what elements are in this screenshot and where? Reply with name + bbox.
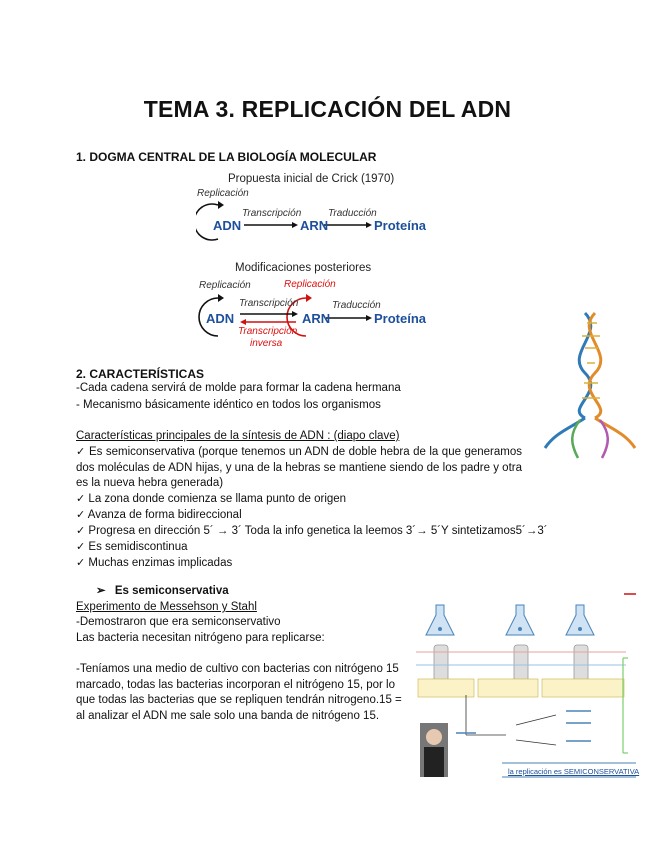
check-icon: ✓ <box>76 524 86 537</box>
crick-arn: ARN <box>300 218 329 233</box>
mods-transcripcion-label: Transcripción <box>239 298 299 309</box>
bullet-text: Es semiconservativa (porque tenemos un ADN de doble hebra de la que generamos dos moléculas de ADN hijas, y una de la hebras se mantiene siendo de los padre y otra es la nueva hebra generada) <box>76 446 523 489</box>
page-title: TEMA 3. REPLICACIÓN DEL ADN <box>143 96 512 122</box>
arrow-bullet-icon: ➢ <box>96 585 106 597</box>
figure-caption: la replicación es SEMICONSERVATIVA <box>508 767 640 776</box>
section-1-heading: 1. DOGMA CENTRAL DE LA BIOLOGÍA MOLECULAR <box>76 150 377 164</box>
section-2-heading: 2. CARACTERÍSTICAS <box>76 367 205 381</box>
mods-traduccion-label: Traducción <box>332 300 381 311</box>
semiconservativa-heading-text: Es semiconservativa <box>114 585 229 597</box>
crick-traduccion-label: Traducción <box>328 208 377 219</box>
bullet-direccion <box>76 523 548 539</box>
mods-caption: Modificaciones posteriores <box>235 262 372 274</box>
mods-adn: ADN <box>206 311 235 326</box>
bullet-semiconservativa <box>76 444 522 492</box>
crick-proteina: Proteína <box>374 218 427 233</box>
bullet-bidireccional <box>76 507 242 523</box>
check-icon: ✓ <box>76 508 86 521</box>
semiconservativa-heading <box>96 584 229 599</box>
characteristics-line-2: - Mecanismo básicamente idéntico en todos los organismos <box>76 399 381 411</box>
bullet-text: Es semidiscontinua <box>88 541 188 553</box>
bullet-semidiscontinua <box>76 539 188 555</box>
experiment-title: Experimento de Messehson y Stahl <box>76 601 257 613</box>
check-icon: ✓ <box>76 492 86 505</box>
crick-transcripcion-label: Transcripción <box>242 208 302 219</box>
bullet-enzimas <box>76 555 232 571</box>
synthesis-subheading: Características principales de la síntesis de ADN : (diapo clave) <box>76 430 400 442</box>
dna-replication-fork-image <box>540 308 640 468</box>
experiment-line-2: Las bacteria necesitan nitrógeno para replicarse: <box>76 632 325 644</box>
mods-inversa-label: inversa <box>250 338 283 349</box>
crick-caption: Propuesta inicial de Crick (1970) <box>228 173 395 185</box>
mods-proteina: Proteína <box>374 311 427 326</box>
meselson-stahl-figure <box>416 585 642 781</box>
mods-replicacion-right-label: Replicación <box>284 279 336 290</box>
experiment-paragraph: -Teníamos una medio de cultivo con bacterias con nitrógeno 15 marcado, todas las bacterias incorporan el nitrógeno 15, por lo que todas las bacterias que se repliquen tendrán nitrogeno.15 = al analizar el ADN me sale solo una banda de nitrógeno 15. <box>76 663 402 722</box>
crick-replicacion-label: Replicación <box>197 188 249 199</box>
characteristics-line-1: -Cada cadena servirá de molde para formar la cadena hermana <box>76 382 401 394</box>
mods-replicacion-left-label: Replicación <box>199 280 251 291</box>
bullet-text: Muchas enzimas implicadas <box>88 557 233 569</box>
bullet-text: Avanza de forma bidireccional <box>87 509 242 521</box>
bullet-text: La zona donde comienza se llama punto de origen <box>88 493 347 505</box>
experiment-line-1: -Demostraron que era semiconservativo <box>76 616 281 628</box>
bullet-text: Progresa en dirección 5´ → 3´ Toda la info genetica la leemos 3´→ 5´Y sintetizamos5´→3´ <box>88 525 548 537</box>
check-icon: ✓ <box>76 556 86 569</box>
check-icon: ✓ <box>76 445 86 458</box>
mods-arn: ARN <box>302 311 331 326</box>
bullet-punto-origen <box>76 491 346 507</box>
mods-transcripcion-inversa-label: Transcripción <box>238 326 298 337</box>
check-icon: ✓ <box>76 540 86 553</box>
crick-adn: ADN <box>213 218 242 233</box>
